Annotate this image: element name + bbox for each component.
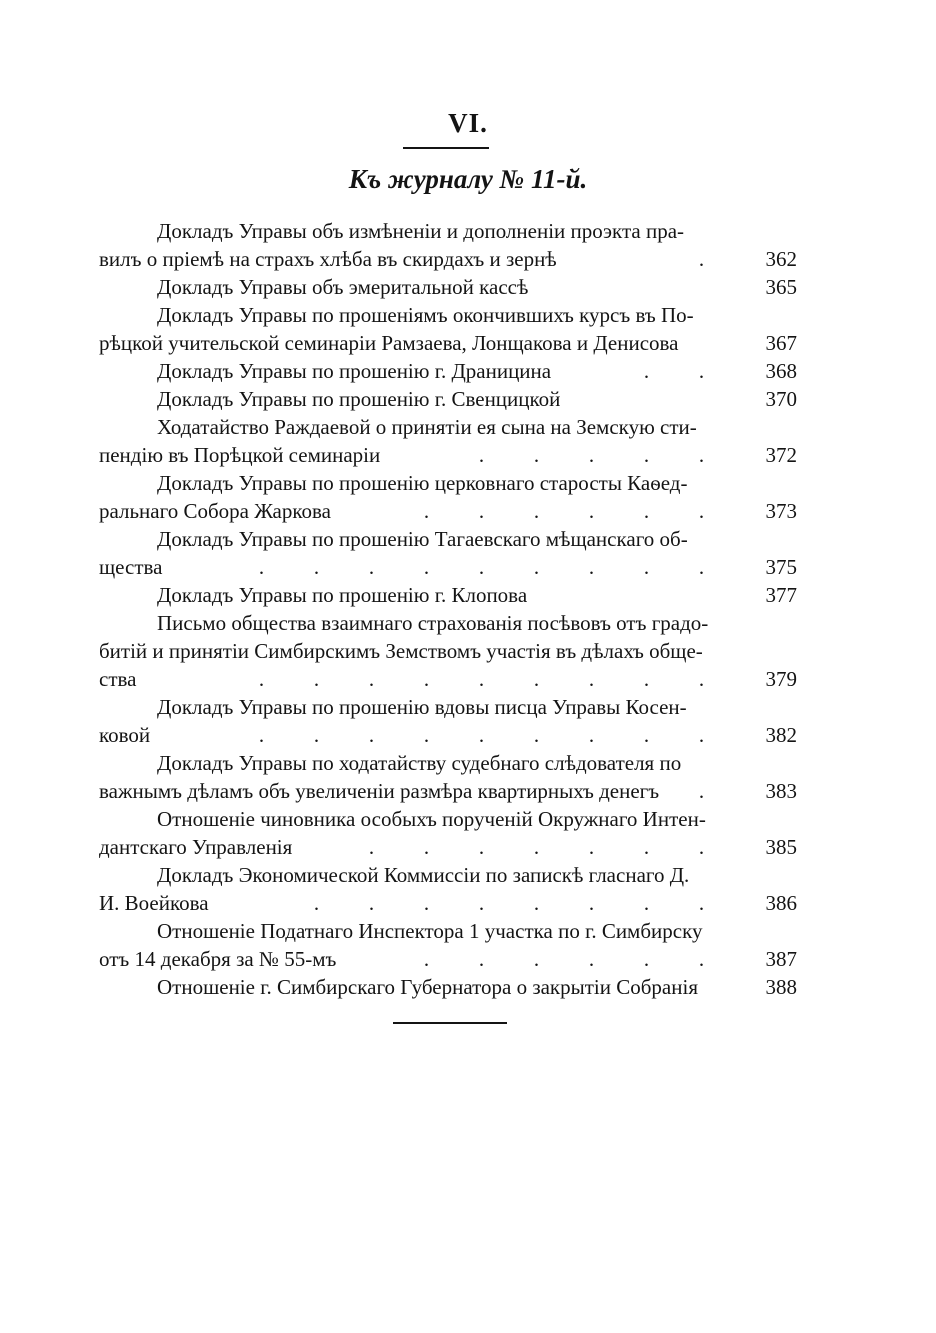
toc-entry-text: рѣцкой учительской семинаріи Рамзаева, Лонщакова и Денисова <box>99 331 679 355</box>
toc-entry-line <box>157 301 797 329</box>
toc-entry-text: Ходатайство Раждаевой о принятіи ея сына на Земскую сти- <box>157 415 697 439</box>
toc-entry-line <box>99 721 797 749</box>
toc-entry-line <box>157 469 797 497</box>
toc-entry-text: ковой <box>99 723 151 747</box>
dot-leader: . . . . . <box>478 443 705 467</box>
toc-page-number: 388 <box>765 975 797 999</box>
toc-entry-line <box>157 805 797 833</box>
toc-entry-text: И. Воейкова <box>99 891 209 915</box>
section-heading: Къ журналу № 11-й. <box>348 164 588 194</box>
toc-entry <box>99 861 797 917</box>
toc-entry-line <box>157 385 797 413</box>
dot-leader: . . <box>643 359 705 383</box>
toc-entry <box>157 273 797 301</box>
toc-entry <box>99 413 797 469</box>
page-number: VI. <box>448 108 488 138</box>
toc-entry-line <box>157 749 797 777</box>
toc-entry-line <box>157 273 797 301</box>
toc-entry-text: Докладъ Управы по прошенію г. Свенцицкой <box>157 387 561 411</box>
toc-entry <box>99 749 797 805</box>
toc-entry-text: Отношеніе г. Симбирскаго Губернатора о закрытіи Собранія <box>157 975 698 999</box>
toc-entry-text: отъ 14 декабря за № 55-мъ <box>99 947 337 971</box>
toc-page-number: 379 <box>765 667 797 691</box>
toc-entry-text: Докладъ Управы по прошенію г. Клопова <box>157 583 528 607</box>
toc-entry-line <box>157 581 797 609</box>
dot-leader: . . . . . . . <box>368 835 705 859</box>
dot-leader: . . . . . . . . . <box>258 723 705 747</box>
toc-entry-line <box>157 861 797 889</box>
toc-entry-text: Докладъ Экономической Коммиссіи по запискѣ гласнаго Д. <box>157 863 690 887</box>
toc-entry-line <box>157 357 797 385</box>
toc-entry-text: Докладъ Управы по прошенію Тагаевскаго мѣщанскаго об- <box>157 527 688 551</box>
toc-entry <box>157 581 797 609</box>
bottom-rule <box>393 1022 507 1024</box>
toc-entry-line <box>157 413 797 441</box>
toc-entry-line <box>157 609 797 637</box>
toc-entry-text: Докладъ Управы объ эмеритальной кассѣ <box>157 275 529 299</box>
toc-entry-line <box>157 693 797 721</box>
dot-leader: . . . . . . . . <box>313 891 705 915</box>
toc-page-number: 382 <box>765 723 797 747</box>
toc-entry-line <box>99 833 797 861</box>
table-of-contents <box>99 217 797 1001</box>
toc-page-number: 387 <box>765 947 797 971</box>
toc-entry-line <box>99 637 797 665</box>
toc-entry-text: Докладъ Управы по прошенію церковнаго старосты Каѳед- <box>157 471 688 495</box>
dot-leader: . <box>698 247 705 271</box>
toc-page-number: 383 <box>765 779 797 803</box>
toc-entry-line <box>157 973 797 1001</box>
dot-leader: . . . . . . <box>423 499 705 523</box>
toc-entry-line <box>99 497 797 525</box>
toc-entry-text: Докладъ Управы по прошеніямъ окончившихъ курсъ въ По- <box>157 303 694 327</box>
toc-entry-line <box>99 665 797 693</box>
toc-entry-text: вилъ о пріемѣ на страхъ хлѣба въ скирдахъ и зернѣ <box>99 247 557 271</box>
toc-entry <box>99 301 797 357</box>
toc-entry-line <box>157 525 797 553</box>
toc-entry-text: ральнаго Собора Жаркова <box>99 499 331 523</box>
toc-entry-text: Докладъ Управы по ходатайству судебнаго слѣдователя по <box>157 751 682 775</box>
toc-entry <box>99 469 797 525</box>
toc-page-number: 377 <box>765 583 797 607</box>
toc-page-number: 372 <box>765 443 797 467</box>
dot-leader: . <box>698 779 705 803</box>
dot-leader: . . . . . . <box>423 947 705 971</box>
toc-page-number: 385 <box>765 835 797 859</box>
toc-entry-text: битій и принятіи Симбирскимъ Земствомъ участія въ дѣлахъ обще- <box>99 639 703 663</box>
toc-entry-text: пендію въ Порѣцкой семинаріи <box>99 443 381 467</box>
toc-page-number: 367 <box>765 331 797 355</box>
toc-entry-text: щества <box>99 555 163 579</box>
toc-page-number: 375 <box>765 555 797 579</box>
toc-entry <box>99 609 797 693</box>
toc-entry-text: Докладъ Управы по прошенію г. Драницина <box>157 359 552 383</box>
toc-entry-text: Отношеніе чиновника особыхъ порученій Окружнаго Интен- <box>157 807 706 831</box>
dot-leader: . . . . . . . . . <box>258 555 705 579</box>
toc-entry-text: дантскаго Управленія <box>99 835 293 859</box>
toc-entry <box>99 917 797 973</box>
toc-entry <box>99 217 797 273</box>
toc-page-number: 370 <box>765 387 797 411</box>
toc-entry-line <box>157 917 797 945</box>
toc-entry <box>99 525 797 581</box>
toc-entry-text: Письмо общества взаимнаго страхованія посѣвовъ отъ градо- <box>157 611 709 635</box>
toc-entry <box>157 357 797 385</box>
toc-entry <box>99 805 797 861</box>
toc-page-number: 368 <box>765 359 797 383</box>
toc-entry <box>99 693 797 749</box>
toc-entry-line <box>99 777 797 805</box>
toc-page-number: 365 <box>765 275 797 299</box>
toc-entry-text: Докладъ Управы объ измѣненіи и дополненіи проэкта пра- <box>157 219 685 243</box>
toc-entry-text: Докладъ Управы по прошенію вдовы писца Управы Косен- <box>157 695 687 719</box>
toc-entry-text: важнымъ дѣламъ объ увеличеніи размѣра квартирныхъ денегъ <box>99 779 660 803</box>
page-number-rule <box>403 147 489 149</box>
toc-entry <box>157 385 797 413</box>
toc-page-number: 362 <box>765 247 797 271</box>
dot-leader: . . . . . . . . . <box>258 667 705 691</box>
toc-entry-line <box>99 245 797 273</box>
toc-entry-line <box>99 553 797 581</box>
toc-entry-line <box>157 217 797 245</box>
toc-page-number: 386 <box>765 891 797 915</box>
toc-entry-line <box>99 889 797 917</box>
toc-entry <box>157 973 797 1001</box>
toc-entry-line <box>99 945 797 973</box>
toc-entry-line <box>99 329 797 357</box>
toc-entry-text: ства <box>99 667 137 691</box>
toc-entry-line <box>99 441 797 469</box>
toc-entry-text: Отношеніе Податнаго Инспектора 1 участка по г. Симбирску <box>157 919 703 943</box>
toc-page-number: 373 <box>765 499 797 523</box>
